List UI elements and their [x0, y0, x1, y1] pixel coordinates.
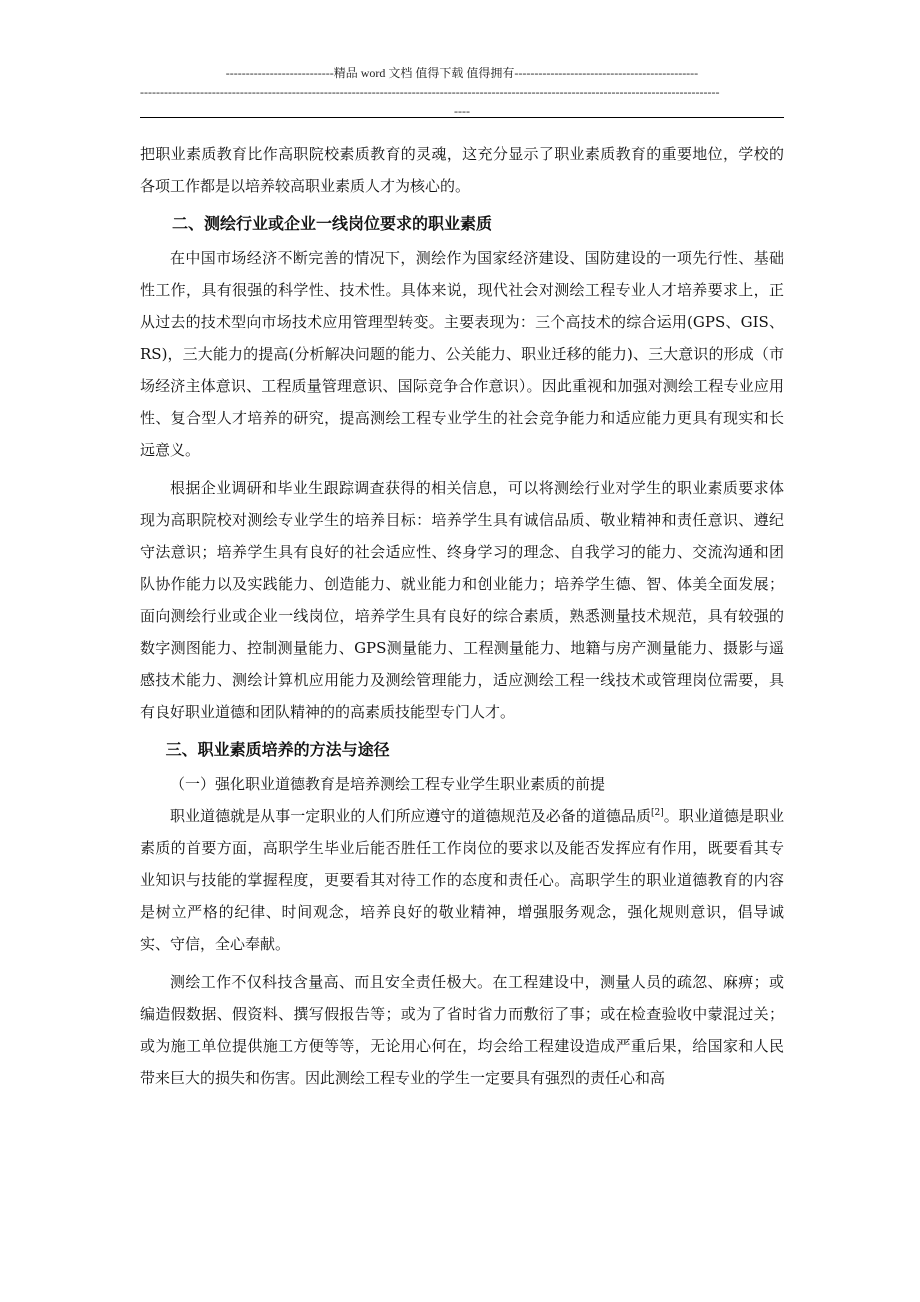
- section-heading: 二、测绘行业或企业一线岗位要求的职业素质: [172, 214, 493, 233]
- document-body: [140, 138, 784, 1094]
- paragraph: 把职业素质教育比作高职院校素质教育的灵魂，这充分显示了职业素质教育的重要地位，学校的各项工作都是以培养较高职业素质人才为核心的。: [140, 145, 784, 195]
- header-banner-line: ---------------------------精品 word 文档 值得下载 值得拥有----------------------------------------------: [225, 66, 699, 80]
- paragraph: 根据企业调研和毕业生跟踪调查获得的相关信息，可以将测绘行业对学生的职业素质要求体现为高职院校对测绘专业学生的培养目标：培养学生具有诚信品质、敬业精神和责任意识、遵纪守法意识；培养学生具有良好的社会适应性、终身学习的理念、自我学习的能力、交流沟通和团队协作能力以及实践能力、创造能力、就业能力和创业能力；培养学生德、智、体美全面发展；面向测绘行业或企业一线岗位，培养学生具有良好的综合素质，熟悉测量技术规范，具有较强的数字测图能力、控制测量能力、GPS测量能力、工程测量能力、地籍与房产测量能力、摄影与遥感技术能力、测绘计算机应用能力及测绘管理能力，适应测绘工程一线技术或管理岗位需要，具有良好职业道德和团队精神的的高素质技能型专门人才。: [140, 479, 784, 721]
- paragraph-text: 职业道德就是从事一定职业的人们所应遵守的道德规范及必备的道德品质: [170, 807, 651, 825]
- citation-ref[interactable]: [2]: [650, 808, 664, 818]
- page-header: [140, 64, 784, 121]
- paragraph: 在中国市场经济不断完善的情况下，测绘作为国家经济建设、国防建设的一项先行性、基础性工作，具有很强的科学性、技术性。具体来说，现代社会对测绘工程专业人才培养要求上，正从过去的技术型向市场技术应用管理型转变。主要表现为：三个高技术的综合运用(GPS、GIS、RS)，三大能力的提高(分析解决问题的能力、公关能力、职业迁移的能力)、三大意识的形成（市场经济主体意识、工程质量管理意识、国际竞争合作意识）。因此重视和加强对测绘工程专业应用性、复合型人才培养的研究，提高测绘工程专业学生的社会竞争能力和适应能力更具有现实和长远意义。: [140, 249, 784, 459]
- paragraph: 测绘工作不仅科技含量高、而且安全责任极大。在工程建设中，测量人员的疏忽、麻痹；或编造假数据、假资料、撰写假报告等；或为了省时省力而敷衍了事；或在检查验收中蒙混过关；或为施工单位提供施工方便等等，无论用心何在，均会给工程建设造成严重后果，给国家和人民带来巨大的损失和伤害。因此测绘工程专业的学生一定要具有强烈的责任心和高: [140, 973, 784, 1087]
- section-heading: 三、职业素质培养的方法与途径: [165, 740, 390, 759]
- header-rule: [140, 117, 784, 118]
- subsection-heading: （一）强化职业道德教育是培养测绘工程专业学生职业素质的前提: [170, 775, 606, 793]
- header-dash-line: -------------------------------------------------------------------------------------------------------------------------------------------------: [140, 85, 720, 99]
- paragraph: [140, 800, 784, 960]
- header-dash-tail: ----: [454, 104, 470, 118]
- paragraph-text: 。职业道德是职业素质的首要方面，高职学生毕业后能否胜任工作岗位的要求以及能否发挥应有作用，既要看其专业知识与技能的掌握程度，更要看其对待工作的态度和责任心。高职学生的职业道德教育的内容是树立严格的纪律、时间观念，培养良好的敬业精神，增强服务观念，强化规则意识，倡导诚实、守信，全心奉献。: [140, 807, 784, 953]
